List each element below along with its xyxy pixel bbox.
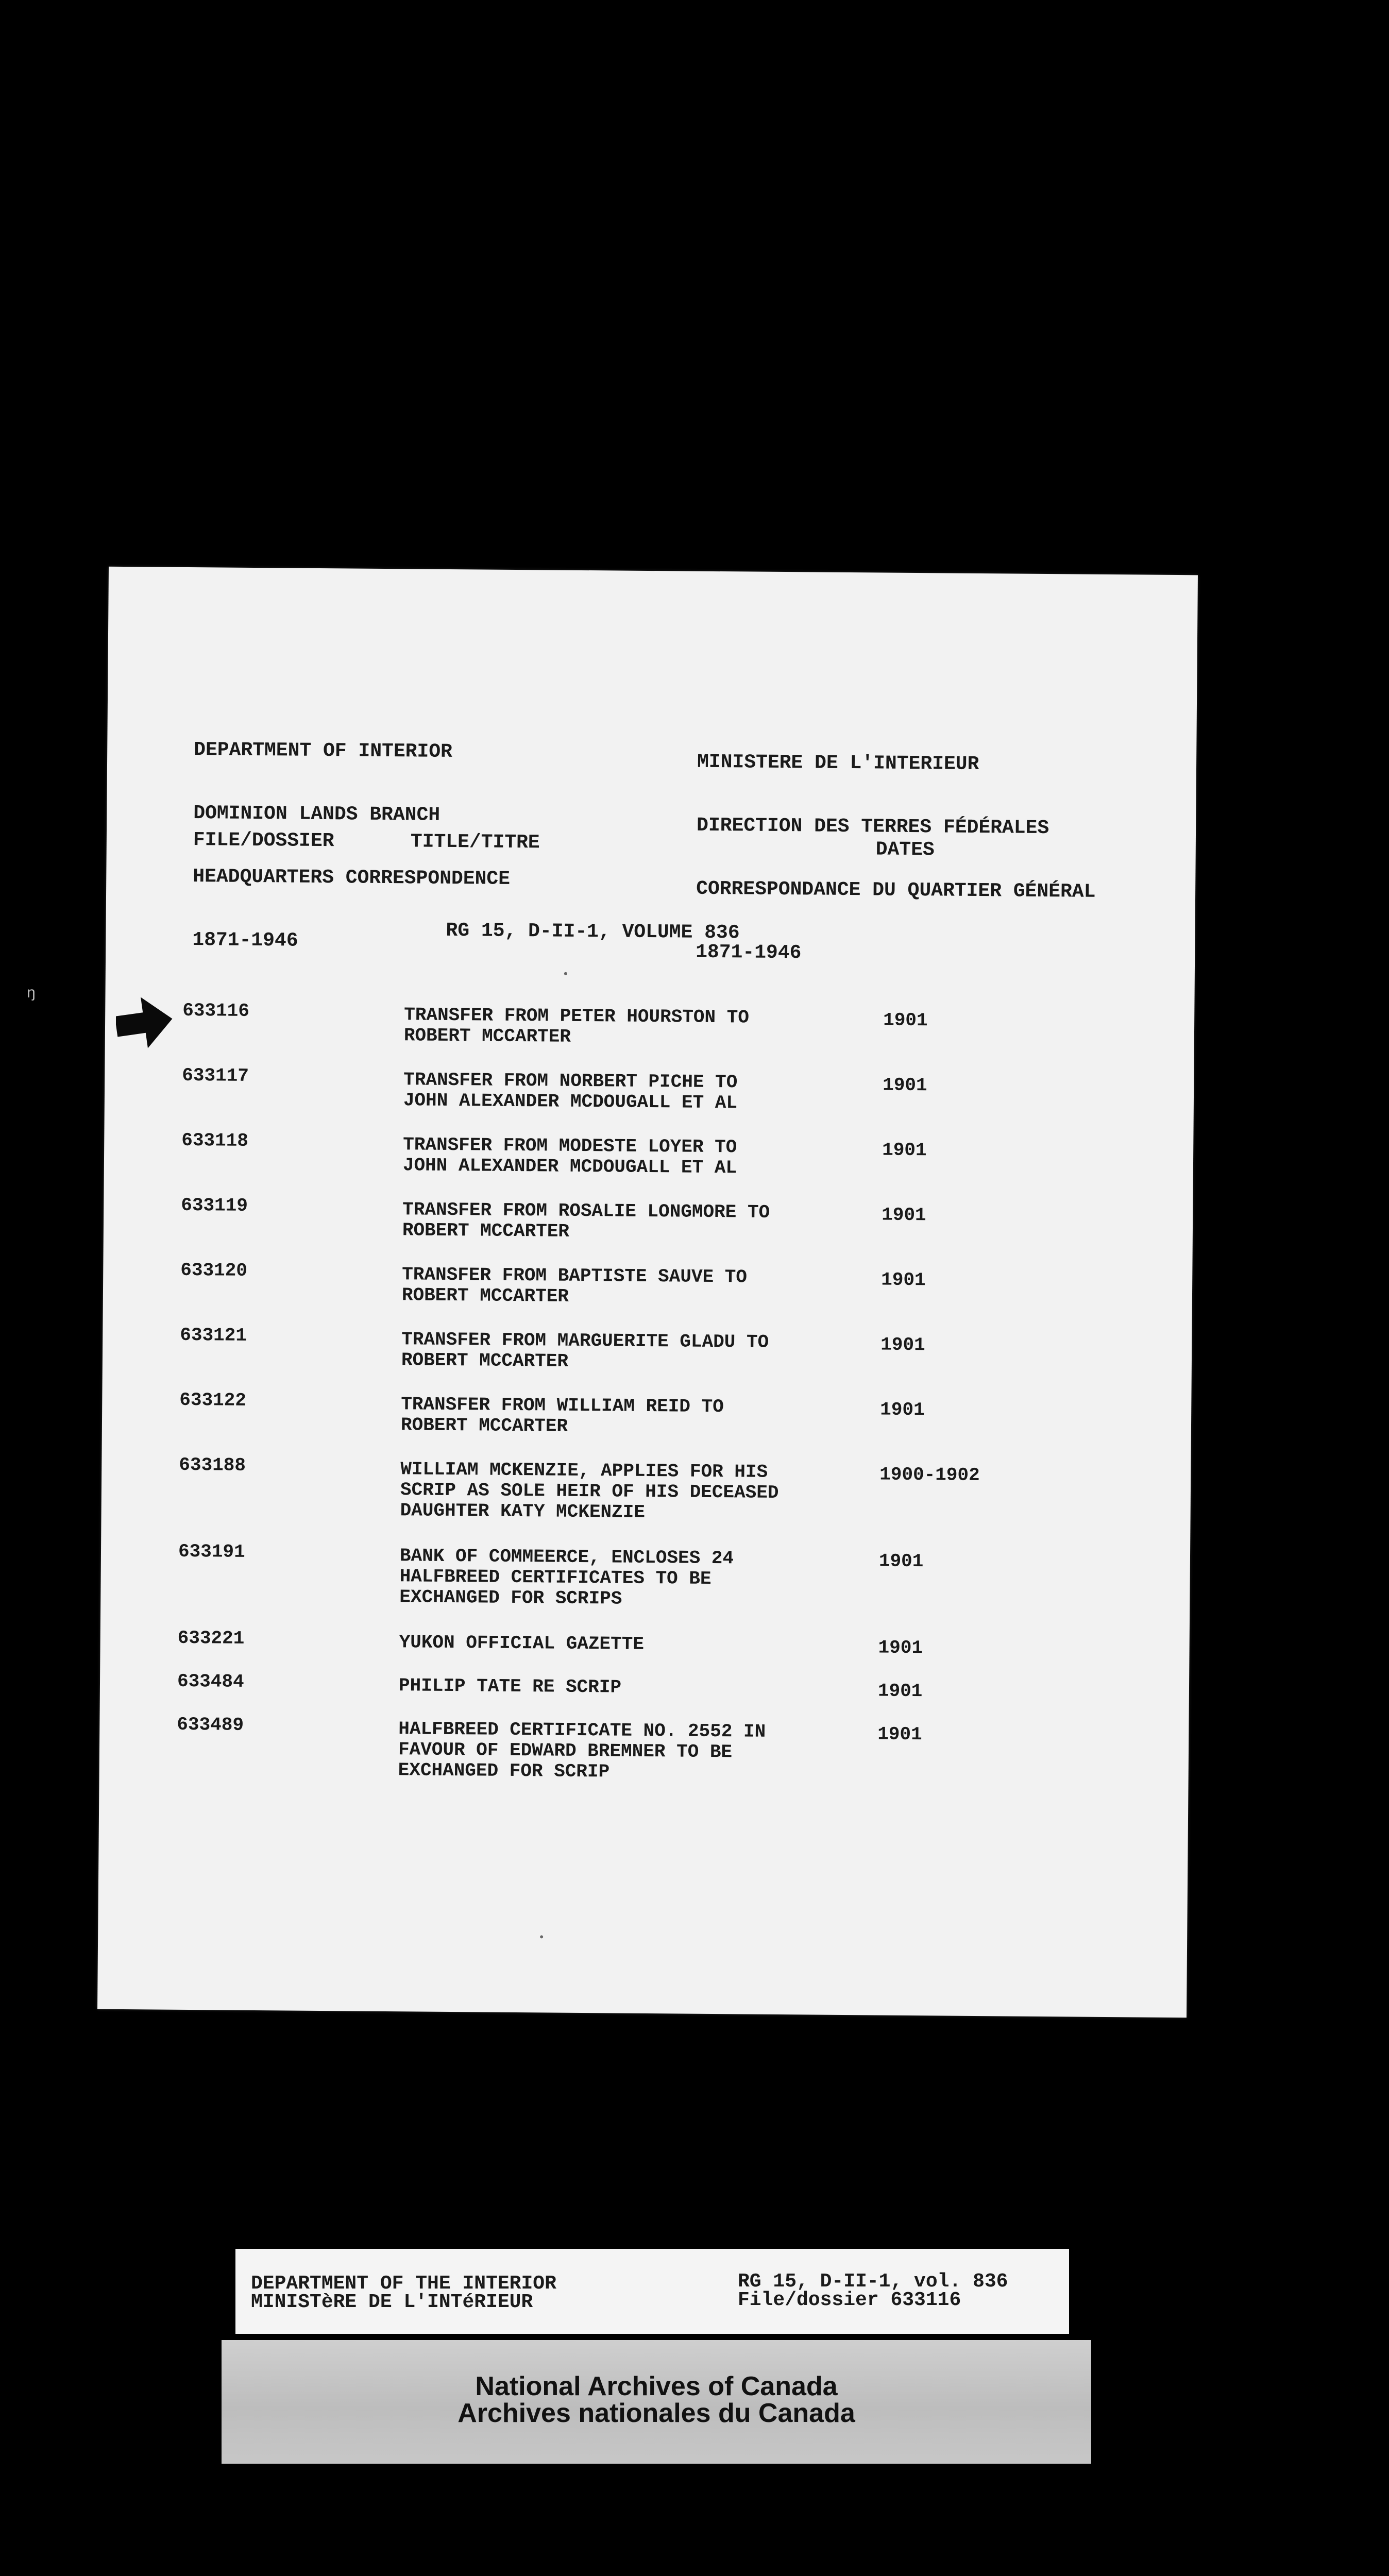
column-header-dates: DATES [875,838,935,861]
file-title [401,1394,724,1438]
file-title-line: TRANSFER FROM ROSALIE LONGMORE TO [402,1199,770,1223]
file-title-line: EXCHANGED FOR SCRIP [398,1759,610,1783]
file-title [403,1070,738,1113]
file-date: 1901 [880,1399,925,1421]
file-title-line: DAUGHTER KATY MCKENZIE [400,1500,646,1523]
archive-banner-english: National Archives of Canada [475,2371,838,2401]
file-title [402,1264,747,1308]
file-title-line: JOHN ALEXANDER MCDOUGALL ET AL [402,1155,737,1179]
file-row [179,1454,1158,1523]
file-number: 633221 [177,1627,245,1649]
file-date: 1901 [880,1334,925,1356]
file-title-line: PHILIP TATE RE SCRIP [398,1675,622,1698]
file-row [177,1627,1157,1659]
file-number: 633121 [180,1324,247,1346]
file-number: 633119 [181,1194,248,1216]
file-number: 633117 [182,1064,249,1087]
label-card-line: MINISTèRE DE L'INTéRIEUR [251,2291,533,2313]
file-title [403,1134,737,1178]
file-title-line: SCRIP AS SOLE HEIR OF HIS DECEASED [400,1479,779,1504]
file-title-line: TRANSFER FROM MODESTE LOYER TO [403,1134,737,1158]
document-page [97,567,1198,2018]
file-number: 633120 [180,1259,248,1281]
file-number: 633489 [177,1714,244,1736]
file-title-line: JOHN ALEXANDER MCDOUGALL ET AL [403,1090,738,1114]
file-title-line: BANK OF COMMEERCE, ENCLOSES 24 [399,1545,734,1569]
file-title [401,1329,769,1374]
archive-banner [222,2340,1091,2464]
file-title [398,1719,766,1784]
file-row [177,1670,1156,1702]
header-french-line: DIRECTION DES TERRES FÉDÉRALES [696,814,1049,840]
file-title [402,1199,770,1244]
label-card-department [251,2275,556,2312]
header-english-line: 1871-1946 [192,929,298,952]
file-number: 633191 [178,1540,245,1563]
file-row [181,1129,1160,1179]
file-date: 1901 [878,1550,924,1572]
page-speck [564,972,567,975]
file-title-line: ROBERT MCCARTER [402,1219,570,1242]
file-title-line: HALFBREED CERTIFICATE NO. 2552 IN [398,1718,766,1742]
column-header-file: FILE/DOSSIER [193,829,334,853]
volume-heading: RG 15, D-II-1, VOLUME 836 [446,919,740,944]
header-english-line: DEPARTMENT OF INTERIOR [194,739,453,763]
label-card-line: File/dossier 633116 [738,2289,961,2311]
file-date: 1900-1902 [879,1464,980,1486]
header-english-line: DOMINION LANDS BRANCH [193,802,441,826]
file-title-line: ROBERT MCCARTER [401,1349,569,1372]
file-title [399,1675,621,1698]
file-date: 1901 [877,1680,923,1702]
header-english-line: HEADQUARTERS CORRESPONDENCE [193,866,511,890]
file-date: 1901 [883,1074,927,1096]
file-title-line: TRANSFER FROM WILLIAM REID TO [401,1394,724,1418]
page-speck [540,1935,543,1938]
file-row [178,1540,1157,1609]
file-number: 633122 [179,1389,247,1411]
file-title-line: FAVOUR OF EDWARD BREMNER TO BE [398,1739,733,1763]
file-number: 633118 [181,1129,249,1151]
label-card-line: DEPARTMENT OF THE INTERIOR [251,2273,556,2295]
file-date: 1901 [882,1204,926,1226]
file-number: 633484 [177,1670,244,1692]
label-card-line: RG 15, D-II-1, vol. 836 [738,2270,1008,2293]
file-title-line: TRANSFER FROM PETER HOURSTON TO [404,1004,750,1028]
pointer-arrow-icon [116,997,173,1048]
file-title-line: ROBERT MCCARTER [400,1414,568,1437]
header-french-line: CORRESPONDANCE DU QUARTIER GÉNÉRAL [696,877,1096,903]
file-date: 1901 [878,1637,923,1659]
file-title [400,1459,778,1524]
file-row [181,1194,1160,1242]
file-date: 1901 [881,1269,926,1291]
header-french-line: MINISTERE DE L'INTERIEUR [697,751,979,776]
file-title-line: ROBERT MCCARTER [401,1284,569,1307]
file-row [179,1389,1158,1437]
file-number: 633188 [179,1454,246,1476]
file-title-line: YUKON OFFICIAL GAZETTE [399,1632,645,1655]
file-title-line: TRANSFER FROM BAPTISTE SAUVE TO [402,1264,748,1288]
column-header-title: TITLE/TITRE [410,831,540,854]
file-title [399,1632,644,1655]
header-french-line: 1871-1946 [696,941,802,964]
file-title [399,1546,734,1610]
file-title-line: TRANSFER FROM NORBERT PICHE TO [403,1069,738,1093]
file-title-line: EXCHANGED FOR SCRIPS [399,1586,622,1609]
file-row [180,1324,1159,1372]
file-number: 633116 [182,999,250,1022]
file-title-line: WILLIAM MCKENZIE, APPLIES FOR HIS [400,1459,768,1483]
file-row [180,1259,1159,1307]
label-card-reference [738,2270,1008,2311]
file-date: 1901 [882,1139,927,1161]
stray-mark: ŋ [27,984,36,1001]
file-row [182,1064,1161,1114]
file-title-line: TRANSFER FROM MARGUERITE GLADU TO [401,1329,769,1353]
file-title-line: HALFBREED CERTIFICATES TO BE [399,1566,712,1589]
archive-banner-french: Archives nationales du Canada [458,2398,855,2428]
file-row [177,1714,1156,1783]
file-title [404,1005,749,1048]
file-date: 1901 [877,1723,922,1745]
archive-label-card [235,2249,1069,2334]
file-date: 1901 [883,1009,928,1031]
file-title-line: ROBERT MCCARTER [403,1025,571,1047]
